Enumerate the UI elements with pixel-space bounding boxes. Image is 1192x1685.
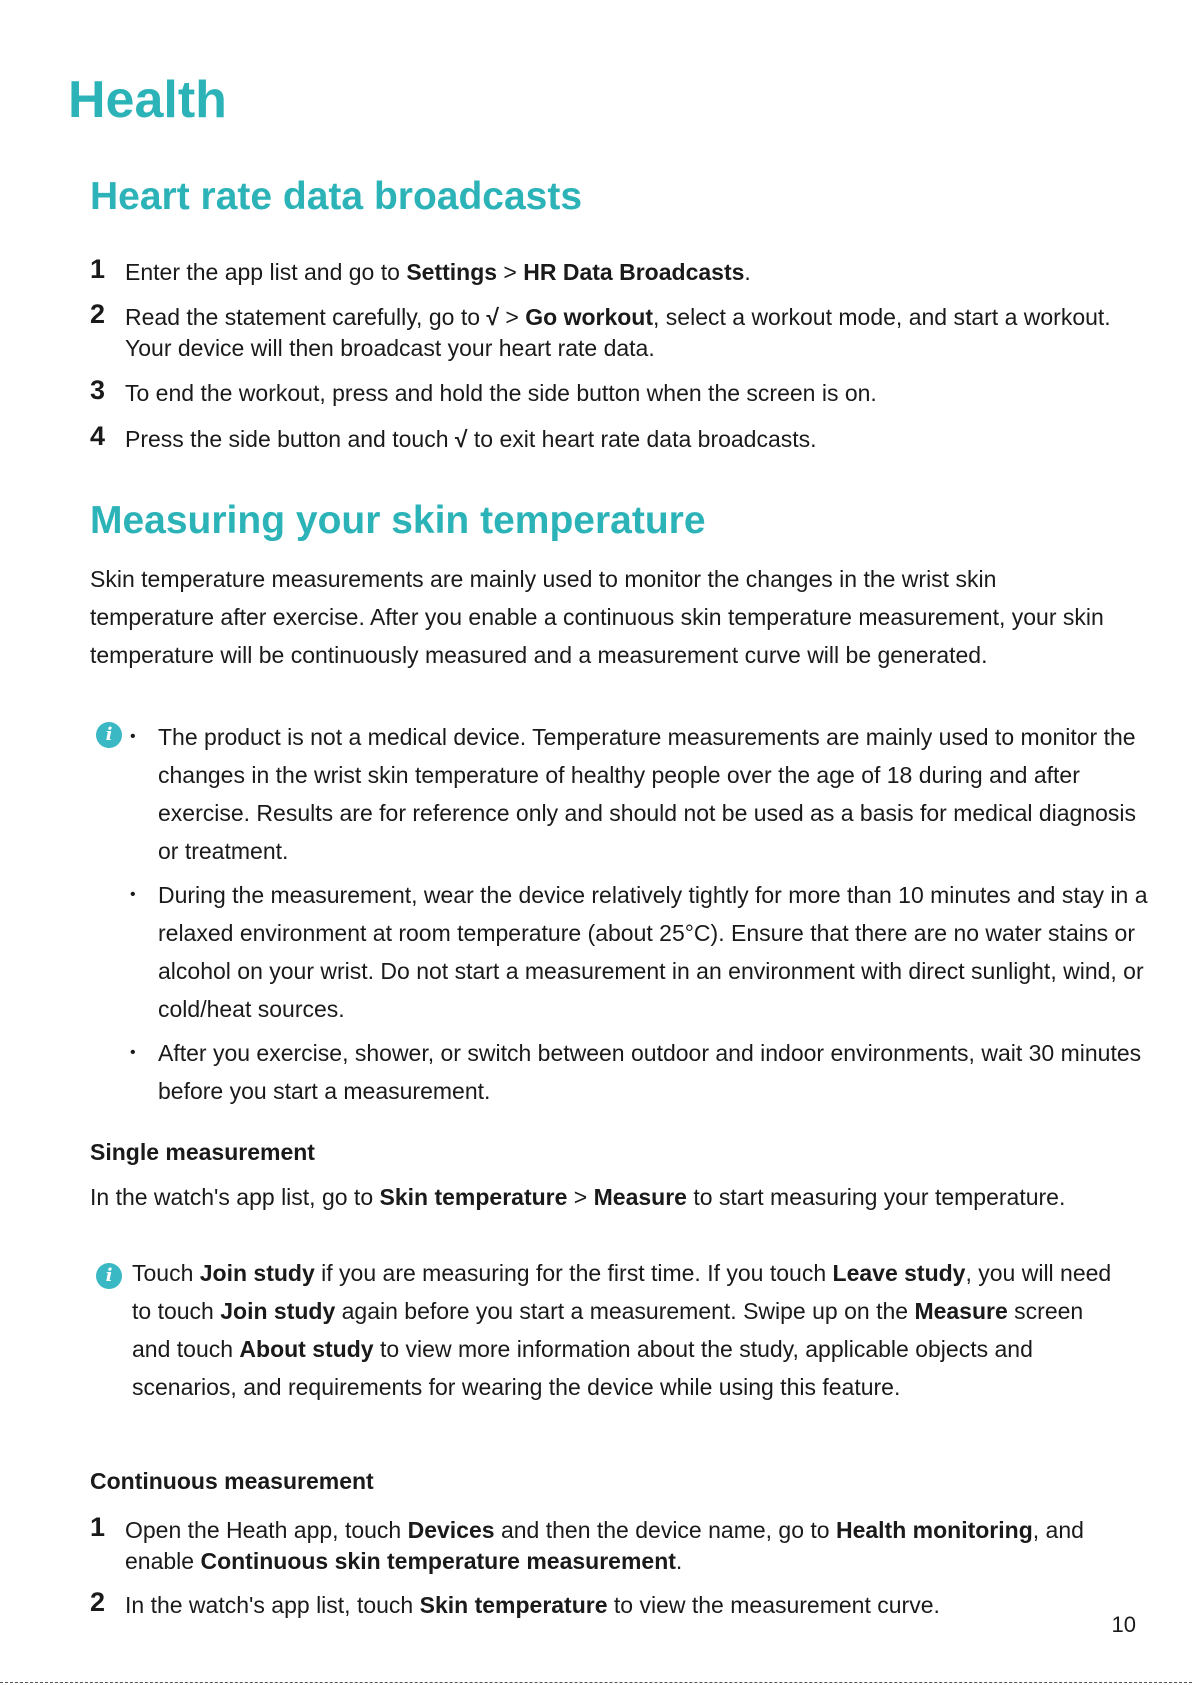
info-icon: i <box>96 1263 122 1289</box>
bullet-dot: • <box>130 1044 136 1061</box>
bullet-text: The product is not a medical device. Temperature measurements are mainly used to monitor the changes in the wrist skin temperature of healthy people over the age of 18 during and after exercise. Results are for reference only and should not be used as a basis for medical diagnosis or treatment. <box>158 724 1137 864</box>
bullet-text: After you exercise, shower, or switch between outdoor and indoor environments, wait 30 minutes before you start a measurement. <box>158 1040 1142 1104</box>
single-measurement-note: Touch Join study if you are measuring for the first time. If you touch Leave study, you will need to touch Join study again before you start a measurement. Swipe up on the Measure screen and touch About study to view more information about the study, applicable objects and scenarios, and requirements for wearing the device while using this feature. <box>132 1260 1112 1400</box>
info-icon: i <box>96 722 122 748</box>
bullet-dot: • <box>130 728 136 745</box>
step-text: To end the workout, press and hold the side button when the screen is on. <box>125 380 877 406</box>
section-title-hr-broadcasts: Heart rate data broadcasts <box>90 175 583 218</box>
skin-intro-paragraph: Skin temperature measurements are mainly used to monitor the changes in the wrist skin temperature after exercise. After you enable a continuous skin temperature measurement, your skin temperature will be continuously measured and a measurement curve will be generated. <box>90 566 1104 668</box>
step-number: 4 <box>90 421 106 451</box>
single-measurement-paragraph: In the watch's app list, go to Skin temperature > Measure to start measuring your temperature. <box>90 1184 1066 1210</box>
chapter-title: Health <box>68 71 227 129</box>
footer-divider <box>0 1682 1192 1683</box>
page-number: 10 <box>1111 1612 1136 1637</box>
step-number: 2 <box>90 1587 106 1617</box>
step-number: 2 <box>90 299 106 329</box>
section-title-skin-temperature: Measuring your skin temperature <box>90 499 706 542</box>
step-number: 1 <box>90 1512 106 1542</box>
bullet-text: During the measurement, wear the device relatively tightly for more than 10 minutes and stay in a relaxed environment at room temperature (about 25°C). Ensure that there are no water stains or alcohol on your wrist. Do not start a measurement in an environment with direct sunlight, wind, or cold/heat sources. <box>158 882 1148 1022</box>
step-number: 1 <box>90 254 106 284</box>
step-number: 3 <box>90 375 106 405</box>
step-text: Enter the app list and go to Settings > HR Data Broadcasts. <box>125 259 751 285</box>
subheading-single-measurement: Single measurement <box>90 1139 315 1165</box>
step-text: Open the Heath app, touch Devices and then the device name, go to Health monitoring, and enable Continuous skin temperature measurement. <box>125 1517 1084 1574</box>
bullet-dot: • <box>130 886 136 903</box>
subheading-continuous-measurement: Continuous measurement <box>90 1468 374 1494</box>
step-text: In the watch's app list, touch Skin temperature to view the measurement curve. <box>125 1592 940 1618</box>
step-text: Read the statement carefully, go to √ > Go workout, select a workout mode, and start a workout. Your device will then broadcast your heart rate data. <box>125 304 1111 361</box>
step-text: Press the side button and touch √ to exit heart rate data broadcasts. <box>125 426 817 452</box>
